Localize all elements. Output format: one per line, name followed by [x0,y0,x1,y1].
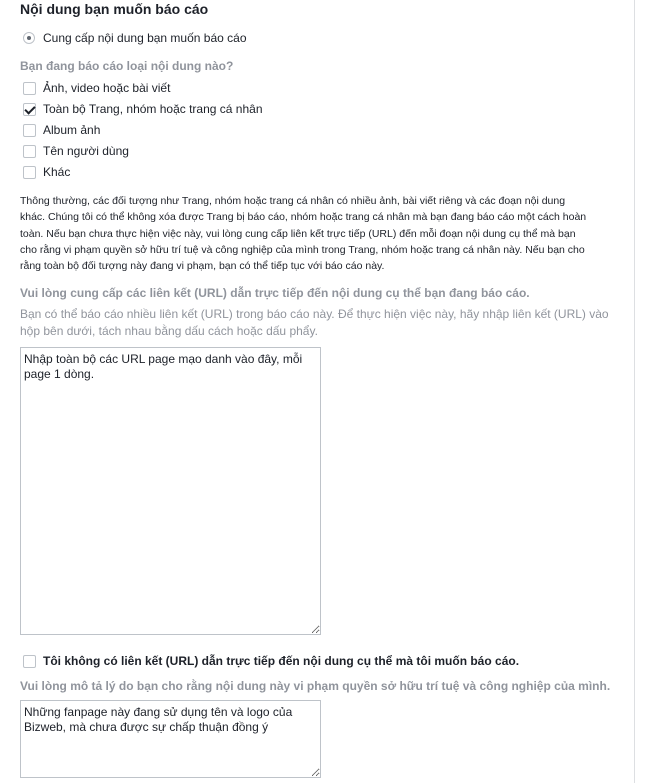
checkbox-other[interactable] [23,166,36,179]
info-line: khác. Chúng tôi có thể không xóa được Trang bị báo cáo, nhóm hoặc trang cá nhân mà bạn đang báo cáo một cách hoàn [20,211,587,224]
checkbox-photo-album[interactable] [23,124,36,137]
checkbox-photo-video-post-label[interactable]: Ảnh, video hoặc bài viết [43,81,171,95]
no-link-checkbox[interactable] [23,655,36,668]
checkbox-page-group-profile-label[interactable]: Toàn bộ Trang, nhóm hoặc trang cá nhân [43,102,263,116]
checkbox-page-group-profile[interactable] [23,103,36,116]
checkbox-other-label[interactable]: Khác [43,165,71,179]
info-paragraph [20,193,620,274]
info-line: cho rằng vi phạm quyền sở hữu trí tuệ và công nghiệp của mình trong Trang, nhóm hoặc trang cá nhân này. Nếu bạn cho [20,243,585,256]
url-help-line: hộp bên dưới, tách nhau bằng dấu cách hoặc dấu phẩy. [20,324,318,338]
info-line: Thông thường, các đối tượng như Trang, nhóm hoặc trang cá nhân có nhiều ảnh, bài viết riêng và các đoạn nội dung [20,195,566,207]
url-help-line: Bạn có thể báo cáo nhiều liên kết (URL) trong báo cáo này. Để thực hiện việc này, hãy nhập liên kết (URL) vào [20,307,609,321]
checkbox-photo-album-label[interactable]: Album ảnh [43,123,101,137]
form-right-border [634,0,635,783]
checkmark-icon [24,103,35,114]
reason-heading: Vui lòng mô tả lý do bạn cho rằng nội dung này vi phạm quyền sở hữu trí tuệ và công nghiệp của mình. [20,679,611,693]
radio-selected-dot [27,36,31,40]
checkbox-photo-video-post[interactable] [23,82,36,95]
url-help-text [20,306,620,340]
reason-textarea[interactable] [20,700,321,778]
info-line: toàn. Nếu bạn chưa thực hiện việc này, vui lòng cung cấp liên kết trực tiếp (URL) đến mỗi đoạn nội dung cụ thể mà bạn [20,227,576,240]
no-link-checkbox-label[interactable]: Tôi không có liên kết (URL) dẫn trực tiếp đến nội dung cụ thể mà tôi muốn báo cáo. [43,654,520,668]
section-title: Nội dung bạn muốn báo cáo [20,1,209,17]
url-textarea[interactable] [20,347,321,635]
provide-content-radio-label[interactable]: Cung cấp nội dung bạn muốn báo cáo [43,31,247,45]
content-type-question: Bạn đang báo cáo loại nội dung nào? [20,59,234,73]
checkbox-username-label[interactable]: Tên người dùng [43,144,129,158]
info-line: rằng toàn bộ đối tượng này đang vi phạm, bạn có thể tiếp tục với báo cáo này. [20,260,385,273]
provide-content-radio[interactable] [23,32,35,44]
checkbox-username[interactable] [23,145,36,158]
url-heading: Vui lòng cung cấp các liên kết (URL) dẫn trực tiếp đến nội dung cụ thể bạn đang báo cáo. [20,286,530,300]
